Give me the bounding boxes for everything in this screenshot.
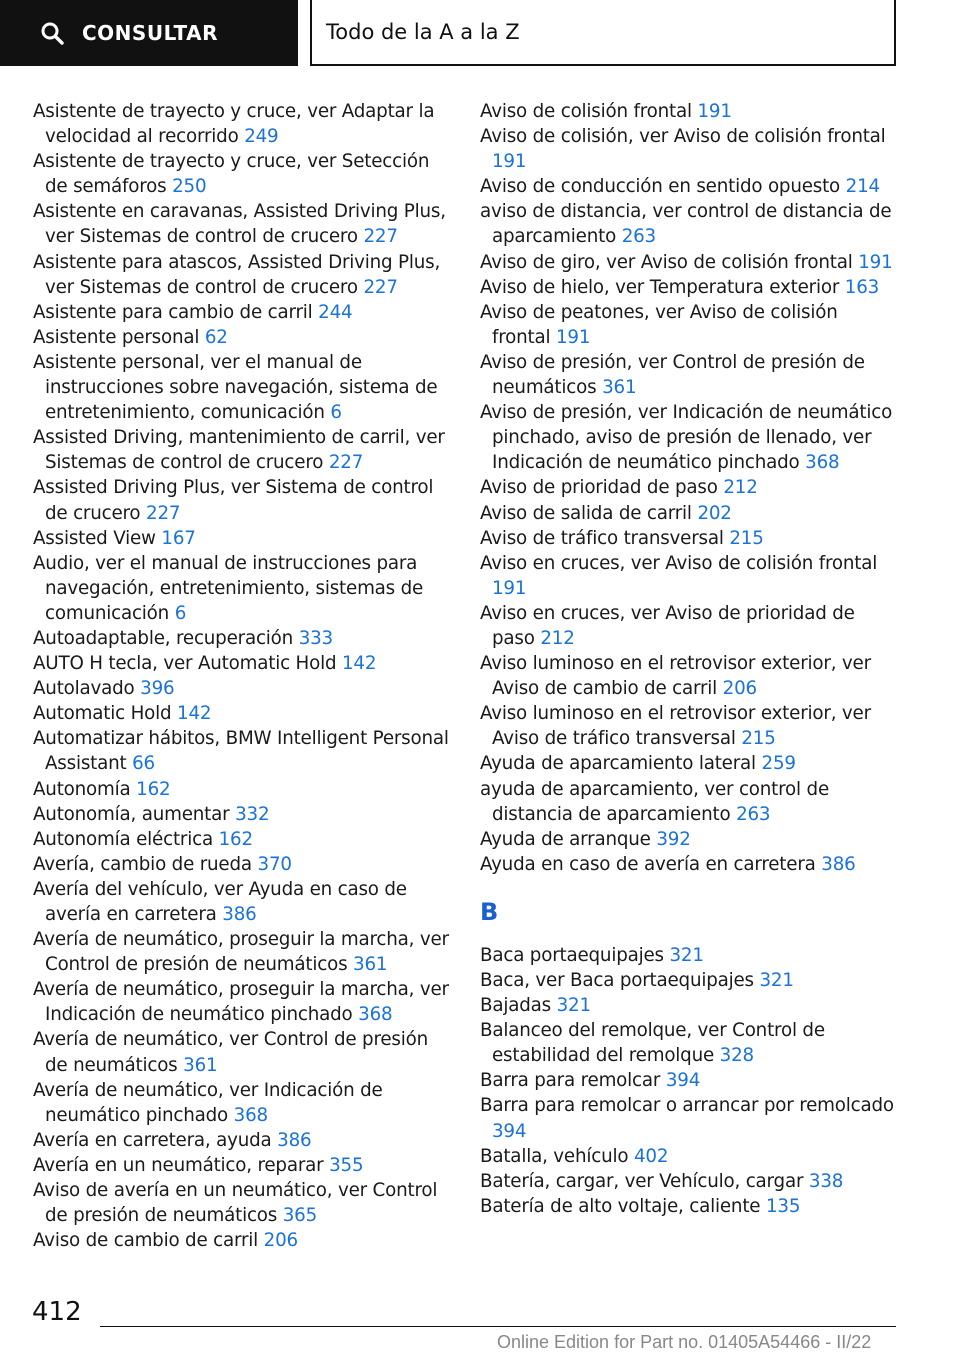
page-link[interactable]: 215: [741, 728, 776, 750]
page-link[interactable]: 263: [736, 803, 771, 825]
index-entry-text: Aviso de colisión frontal: [480, 101, 692, 122]
consultar-button[interactable]: [0, 0, 298, 66]
index-group-a: [480, 99, 900, 877]
index-entry: [33, 626, 453, 651]
index-entry: [480, 1144, 900, 1169]
page-link[interactable]: 163: [844, 276, 880, 298]
index-entry: [33, 526, 453, 551]
index-entry: [480, 350, 900, 400]
index-entry: [33, 852, 453, 877]
page-link[interactable]: 227: [363, 226, 398, 248]
index-entry-text: Bajadas: [480, 995, 551, 1017]
index-entry: [480, 751, 900, 776]
index-entry: [33, 802, 453, 827]
index-entry: [480, 250, 900, 275]
index-entry-text: aviso de distancia, ver control de distancia de aparcamiento: [480, 201, 892, 248]
page-link[interactable]: 338: [808, 1170, 844, 1192]
page-link[interactable]: 259: [761, 753, 796, 775]
index-entry-text: Barra para remolcar: [480, 1070, 661, 1092]
page-link[interactable]: 394: [492, 1120, 527, 1142]
page-link[interactable]: 227: [146, 502, 181, 524]
index-entry: [480, 1018, 900, 1068]
index-entry: [33, 827, 453, 852]
page-link[interactable]: 212: [723, 477, 758, 499]
index-entry-text: Avería, cambio de rueda: [33, 853, 252, 875]
page-link[interactable]: 215: [729, 527, 764, 549]
index-entry-text: Aviso de avería en un neumático, ver Control de presión de neumáticos: [33, 1180, 438, 1227]
index-entry: [33, 475, 453, 525]
page-link[interactable]: 392: [656, 828, 691, 850]
index-entry-text: Balanceo del remolque, ver Control de estabilidad del remolque: [480, 1020, 825, 1067]
index-entry-text: Asistente de trayecto y cruce, ver Adaptar la velocidad al recorrido: [33, 101, 435, 148]
index-entry: [480, 852, 900, 877]
index-entry-text: Avería en carretera, ayuda: [33, 1129, 272, 1151]
page-link[interactable]: 365: [282, 1205, 318, 1227]
page-link[interactable]: 368: [233, 1104, 268, 1126]
index-entry-text: Asistente de trayecto y cruce, ver Setección de semáforos: [33, 151, 430, 198]
tab-a-to-z-label: Todo de la A a la Z: [326, 20, 520, 44]
tab-a-to-z[interactable]: [310, 0, 896, 66]
index-entry: [480, 199, 900, 249]
page-link[interactable]: 368: [358, 1004, 393, 1026]
index-entry: [33, 551, 453, 626]
index-entry-text: Avería de neumático, ver Control de presión de neumáticos: [33, 1029, 428, 1076]
index-entry-text: Ayuda de arranque: [480, 828, 651, 850]
index-entry: [33, 726, 453, 776]
index-entry-text: Aviso de hielo, ver Temperatura exterior: [480, 276, 840, 298]
page-link[interactable]: 249: [244, 126, 279, 148]
index-entry: [33, 149, 453, 199]
page-link[interactable]: 368: [805, 452, 840, 474]
index-entry: [33, 777, 453, 802]
page-link[interactable]: 66: [132, 753, 155, 775]
consultar-label: CONSULTAR: [82, 21, 218, 45]
index-entry-text: Aviso de presión, ver Indicación de neumático pinchado, aviso de presión de llenado, ver Indicación de neumático pinchado: [480, 402, 893, 474]
index-entry: [480, 275, 900, 300]
index-entry-text: Aviso luminoso en el retrovisor exterior, ver Aviso de tráfico transversal: [480, 703, 871, 750]
page-link[interactable]: 321: [556, 995, 591, 1017]
index-entry-text: Avería de neumático, proseguir la marcha, ver Control de presión de neumáticos: [33, 929, 449, 976]
index-entry: [480, 551, 900, 601]
index-entry: [480, 943, 900, 968]
page-link[interactable]: 142: [341, 653, 377, 675]
page-link[interactable]: 206: [263, 1230, 298, 1252]
index-entry-text: Avería del vehículo, ver Ayuda en caso de avería en carretera: [33, 878, 407, 925]
index-entry: [480, 501, 900, 526]
index-entry: [33, 1153, 453, 1178]
page-link[interactable]: 355: [329, 1154, 364, 1176]
page-link[interactable]: 386: [277, 1129, 312, 1151]
page-link[interactable]: 6: [330, 402, 342, 424]
index-entry: [33, 1178, 453, 1228]
index-entry-text: Aviso de prioridad de paso: [480, 477, 718, 499]
index-entry-text: Batería de alto voltaje, caliente: [480, 1195, 761, 1217]
page-number: 412: [32, 1297, 82, 1327]
index-entry: [33, 1228, 453, 1253]
page-link[interactable]: 263: [621, 226, 656, 248]
index-entry-text: Ayuda en caso de avería en carretera: [480, 853, 816, 875]
page-link[interactable]: 328: [719, 1045, 754, 1067]
index-entry: [33, 1078, 453, 1128]
page-link[interactable]: 361: [183, 1054, 218, 1076]
index-entry: [33, 300, 453, 325]
index-entry-text: Aviso en cruces, ver Aviso de colisión frontal: [480, 552, 878, 574]
page-link[interactable]: 191: [492, 577, 527, 599]
index-entry-text: Aviso de colisión, ver Aviso de colisión frontal: [480, 126, 886, 148]
page-link[interactable]: 162: [218, 828, 253, 850]
index-entry: [33, 651, 453, 676]
index-entry: [480, 99, 900, 124]
index-entry-text: Autonomía: [33, 778, 131, 800]
index-entry: [480, 174, 900, 199]
index-entry-text: Batalla, vehículo: [480, 1145, 629, 1167]
page-link[interactable]: 162: [136, 778, 171, 800]
index-entry-text: Asistente para cambio de carril: [33, 301, 313, 323]
page-link[interactable]: 191: [556, 326, 591, 348]
index-entry: [33, 977, 453, 1027]
index-entry: [480, 1169, 900, 1194]
page-link[interactable]: 62: [204, 326, 228, 348]
index-entry: [33, 199, 453, 249]
index-entry-text: Audio, ver el manual de instrucciones para navegación, entretenimiento, sistemas de comunicación: [33, 552, 424, 624]
index-entry-text: Automatic Hold: [33, 703, 172, 725]
index-entry-text: Avería de neumático, ver Indicación de neumático pinchado: [33, 1079, 383, 1126]
index-entry-text: Autoadaptable, recuperación: [33, 627, 294, 649]
index-entry: [480, 400, 900, 475]
index-entry-text: Asistente personal: [33, 326, 200, 348]
index-entry-text: ayuda de aparcamiento, ver control de distancia de aparcamiento: [480, 778, 829, 825]
index-entry: [480, 601, 900, 651]
index-entry-text: Aviso de giro, ver Aviso de colisión frontal: [480, 251, 853, 273]
page-link[interactable]: 135: [765, 1195, 801, 1217]
index-entry: [480, 526, 900, 551]
page-link[interactable]: 206: [722, 678, 757, 700]
index-entry-text: Barra para remolcar o arrancar por remolcado: [480, 1095, 894, 1117]
index-entry-text: Automatizar hábitos, BMW Intelligent Personal Assistant: [33, 728, 449, 775]
index-entry: [480, 777, 900, 827]
index-entry: [33, 1027, 453, 1077]
search-icon: [40, 21, 64, 45]
index-entry: [480, 651, 900, 701]
page-link[interactable]: 212: [540, 627, 575, 649]
index-entry-text: Autonomía, aumentar: [33, 803, 230, 825]
section-letter-b: B: [480, 897, 499, 926]
page-link[interactable]: 370: [257, 853, 292, 875]
page-link[interactable]: 167: [161, 527, 196, 549]
index-entry-text: Autolavado: [33, 678, 135, 700]
index-entry-text: Assisted Driving, mantenimiento de carril, ver Sistemas de control de crucero: [33, 427, 445, 474]
page-link[interactable]: 321: [759, 970, 794, 991]
page-link[interactable]: 191: [697, 101, 732, 122]
index-entry-text: Autonomía eléctrica: [33, 828, 213, 850]
index-entry: [33, 425, 453, 475]
index-column-left: [33, 99, 453, 1253]
index-entry-text: Aviso de conducción en sentido opuesto: [480, 176, 841, 198]
index-entry: [480, 1068, 900, 1093]
index-entry: [33, 676, 453, 701]
page-link[interactable]: 244: [318, 301, 353, 323]
page-link[interactable]: 142: [177, 703, 212, 725]
index-entry-text: Aviso de peatones, ver Aviso de colisión frontal: [480, 301, 838, 348]
index-entry-text: Ayuda de aparcamiento lateral: [480, 753, 756, 775]
page-link[interactable]: 333: [298, 627, 333, 649]
index-entry-text: AUTO H tecla, ver Automatic Hold: [33, 653, 337, 675]
index-group-b: [480, 943, 900, 1219]
index-entry: [33, 701, 453, 726]
index-entry: [33, 350, 453, 425]
index-entry: [480, 701, 900, 751]
index-entry: [33, 250, 453, 300]
page-link[interactable]: 361: [353, 954, 388, 976]
index-entry: [33, 99, 453, 149]
page-link[interactable]: 361: [602, 377, 637, 399]
index-entry: [480, 993, 900, 1018]
page-link[interactable]: 191: [858, 251, 893, 273]
page-link[interactable]: 227: [363, 276, 398, 298]
index-entry-text: Avería en un neumático, reparar: [33, 1154, 324, 1176]
index-entry: [480, 300, 900, 350]
index-entry-text: Aviso luminoso en el retrovisor exterior, ver Aviso de cambio de carril: [480, 653, 871, 700]
page-link[interactable]: 227: [328, 452, 364, 474]
page-link[interactable]: 332: [235, 803, 270, 825]
page-link[interactable]: 394: [665, 1070, 701, 1092]
footer-divider: [100, 1326, 896, 1327]
index-entry-text: Aviso de presión, ver Control de presión de neumáticos: [480, 351, 865, 399]
page-link[interactable]: 214: [845, 176, 880, 198]
index-entry: [480, 968, 900, 993]
index-entry: [480, 1093, 900, 1143]
index-entry-text: Batería, cargar, ver Vehículo, cargar: [480, 1170, 804, 1192]
index-entry-text: Asistente para atascos, Assisted Driving Plus, ver Sistemas de control de crucero: [33, 251, 441, 298]
index-entry: [480, 827, 900, 852]
index-entry-text: Aviso en cruces, ver Aviso de prioridad de paso: [480, 602, 855, 649]
index-entry: [33, 877, 453, 927]
index-entry-text: Assisted Driving Plus, ver Sistema de control de crucero: [33, 477, 434, 524]
index-entry-text: Baca portaequipajes: [480, 944, 664, 966]
index-column-right: [480, 99, 900, 1219]
page-link[interactable]: 191: [492, 151, 527, 173]
page-link[interactable]: 396: [140, 678, 175, 700]
index-entry-text: Baca, ver Baca portaequipajes: [480, 970, 754, 991]
index-entry: [33, 927, 453, 977]
index-entry: [480, 124, 900, 174]
index-entry: [480, 1194, 900, 1219]
page-link[interactable]: 386: [821, 853, 856, 875]
index-entry-text: Avería de neumático, proseguir la marcha, ver Indicación de neumático pinchado: [33, 979, 449, 1026]
index-entry-text: Asistente en caravanas, Assisted Driving Plus, ver Sistemas de control de crucero: [33, 201, 446, 248]
index-entry: [480, 475, 900, 500]
page-link[interactable]: 386: [222, 904, 257, 925]
index-entry-text: Aviso de cambio de carril: [33, 1230, 259, 1252]
index-entry-text: Asistente personal, ver el manual de instrucciones sobre navegación, sistema de entretenimiento, comunicación: [33, 351, 438, 424]
page-link[interactable]: 402: [633, 1145, 669, 1167]
page-link[interactable]: 321: [669, 944, 704, 966]
page-link[interactable]: 6: [174, 602, 187, 624]
index-entry: [33, 1128, 453, 1153]
page-link[interactable]: 202: [697, 502, 732, 524]
footer-edition: Online Edition for Part no. 01405A54466 - II/22: [497, 1332, 872, 1352]
index-entry: [33, 325, 453, 350]
index-entry-text: Aviso de salida de carril: [480, 502, 692, 524]
top-bar: [0, 0, 960, 66]
page-link[interactable]: 250: [172, 176, 207, 198]
index-entry-text: Assisted View: [33, 527, 156, 549]
index-entry-text: Aviso de tráfico transversal: [480, 527, 724, 549]
